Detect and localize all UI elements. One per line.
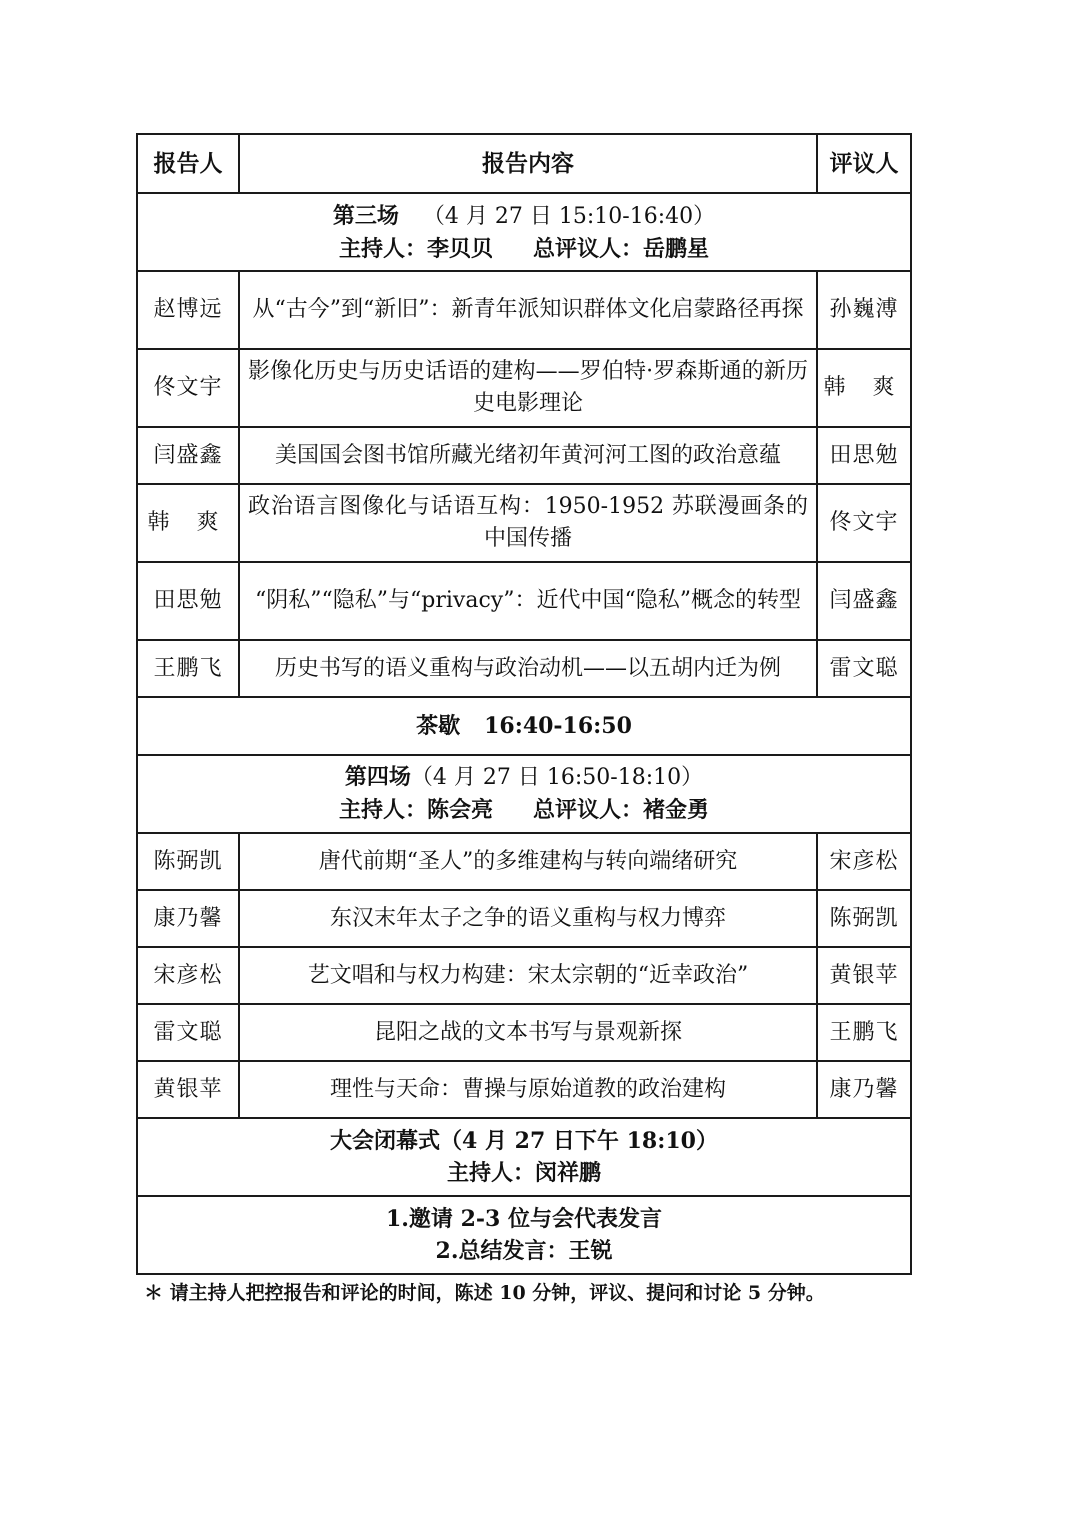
table-row [137, 271, 911, 349]
topic-cell: “阴私”“隐私”与“privacy”：近代中国“隐私”概念的转型 [239, 562, 817, 640]
speaker-cell: 佟文宇 [137, 349, 239, 427]
topic-cell: 政治语言图像化与话语互构：1950-1952 苏联漫画条的中国传播 [239, 484, 817, 562]
table-row [137, 484, 911, 562]
session3-reviewer-label: 总评议人： [533, 235, 644, 262]
session3-title: 第三场 [332, 202, 399, 229]
footnote: ＊ 请主持人把控报告和评论的时间，陈述 10 分钟，评议、提问和讨论 5 分钟。 [144, 1282, 825, 1304]
speaker-cell: 闫盛鑫 [137, 427, 239, 484]
session4-host-label: 主持人： [338, 797, 427, 823]
table-row [137, 1004, 911, 1061]
session3-title-line [138, 200, 910, 233]
speaker-cell: 黄银苹 [137, 1061, 239, 1118]
speaker-cell: 陈弼凯 [137, 833, 239, 890]
table-row [137, 562, 911, 640]
header-speaker: 报告人 [137, 134, 239, 193]
table-row [137, 947, 911, 1004]
table-row [137, 427, 911, 484]
table-row [137, 833, 911, 890]
session3-time: （4 月 27 日 15:10-16:40） [422, 203, 716, 229]
header-topic: 报告内容 [239, 134, 817, 193]
table-row [137, 640, 911, 697]
session4-host: 陈会亮 [426, 797, 493, 823]
reviewer-cell: 闫盛鑫 [817, 562, 911, 640]
topic-cell: 唐代前期“圣人”的多维建构与转向端绪研究 [239, 833, 817, 890]
closing-item-1: 1.邀请 2-3 位与会代表发言 [385, 1206, 663, 1232]
closing-host: 闵祥鹏 [535, 1160, 602, 1186]
closing-host-label: 主持人： [446, 1160, 535, 1186]
session3-banner [137, 193, 911, 271]
session4-reviewer: 褚金勇 [643, 797, 710, 823]
closing-host-line [138, 1157, 910, 1189]
table-row [137, 1061, 911, 1118]
session3-host: 李贝贝 [426, 235, 493, 262]
session4-time: （4 月 27 日 16:50-18:10） [410, 765, 704, 790]
topic-cell: 理性与天命：曹操与原始道教的政治建构 [239, 1061, 817, 1118]
session3-reviewer: 岳鹏星 [643, 235, 710, 262]
closing-item-2: 2.总结发言：王锐 [435, 1238, 613, 1264]
reviewer-cell: 陈弼凯 [817, 890, 911, 947]
speaker-cell: 康乃馨 [137, 890, 239, 947]
session4-title: 第四场 [344, 764, 411, 790]
break-row [137, 697, 911, 755]
speaker-cell: 宋彦松 [137, 947, 239, 1004]
speaker-cell: 雷文聪 [137, 1004, 239, 1061]
topic-cell: 艺文唱和与权力构建：宋太宗朝的“近幸政治” [239, 947, 817, 1004]
topic-cell: 美国国会图书馆所藏光绪初年黄河河工图的政治意蕴 [239, 427, 817, 484]
session3-host-line [138, 233, 910, 265]
topic-cell: 东汉末年太子之争的语义重构与权力博弈 [239, 890, 817, 947]
session4-host-line [138, 794, 910, 827]
reviewer-cell: 康乃馨 [817, 1061, 911, 1118]
topic-cell: 历史书写的语义重构与政治动机——以五胡内迁为例 [239, 640, 817, 697]
reviewer-cell: 宋彦松 [817, 833, 911, 890]
reviewer-cell: 韩 爽 [817, 349, 911, 427]
break-label: 茶歇 [416, 713, 461, 739]
session4-banner [137, 755, 911, 833]
speaker-cell: 赵博远 [137, 271, 239, 349]
break-time: 16:40-16:50 [484, 713, 632, 739]
topic-cell: 影像化历史与历史话语的建构——罗伯特·罗森斯通的新历史电影理论 [239, 349, 817, 427]
reviewer-cell: 雷文聪 [817, 640, 911, 697]
closing-items-row [137, 1196, 911, 1274]
reviewer-cell: 王鹏飞 [817, 1004, 911, 1061]
topic-cell: 昆阳之战的文本书写与景观新探 [239, 1004, 817, 1061]
speaker-cell: 王鹏飞 [137, 640, 239, 697]
session4-reviewer-label: 总评议人： [533, 797, 644, 823]
speaker-cell: 韩 爽 [137, 484, 239, 562]
topic-cell: 从“古今”到“新旧”：新青年派知识群体文化启蒙路径再探 [239, 271, 817, 349]
session4-title-line [138, 761, 910, 794]
closing-title: 大会闭幕式（4 月 27 日下午 18:10） [330, 1128, 718, 1154]
reviewer-cell: 佟文宇 [817, 484, 911, 562]
table-row [137, 890, 911, 947]
closing-banner [137, 1118, 911, 1196]
header-row [137, 134, 911, 193]
reviewer-cell: 田思勉 [817, 427, 911, 484]
header-reviewer: 评议人 [817, 134, 911, 193]
session3-host-label: 主持人： [338, 235, 427, 262]
speaker-cell: 田思勉 [137, 562, 239, 640]
table-row [137, 349, 911, 427]
reviewer-cell: 黄银苹 [817, 947, 911, 1004]
reviewer-cell: 孙巍溥 [817, 271, 911, 349]
schedule-table [136, 133, 912, 1275]
